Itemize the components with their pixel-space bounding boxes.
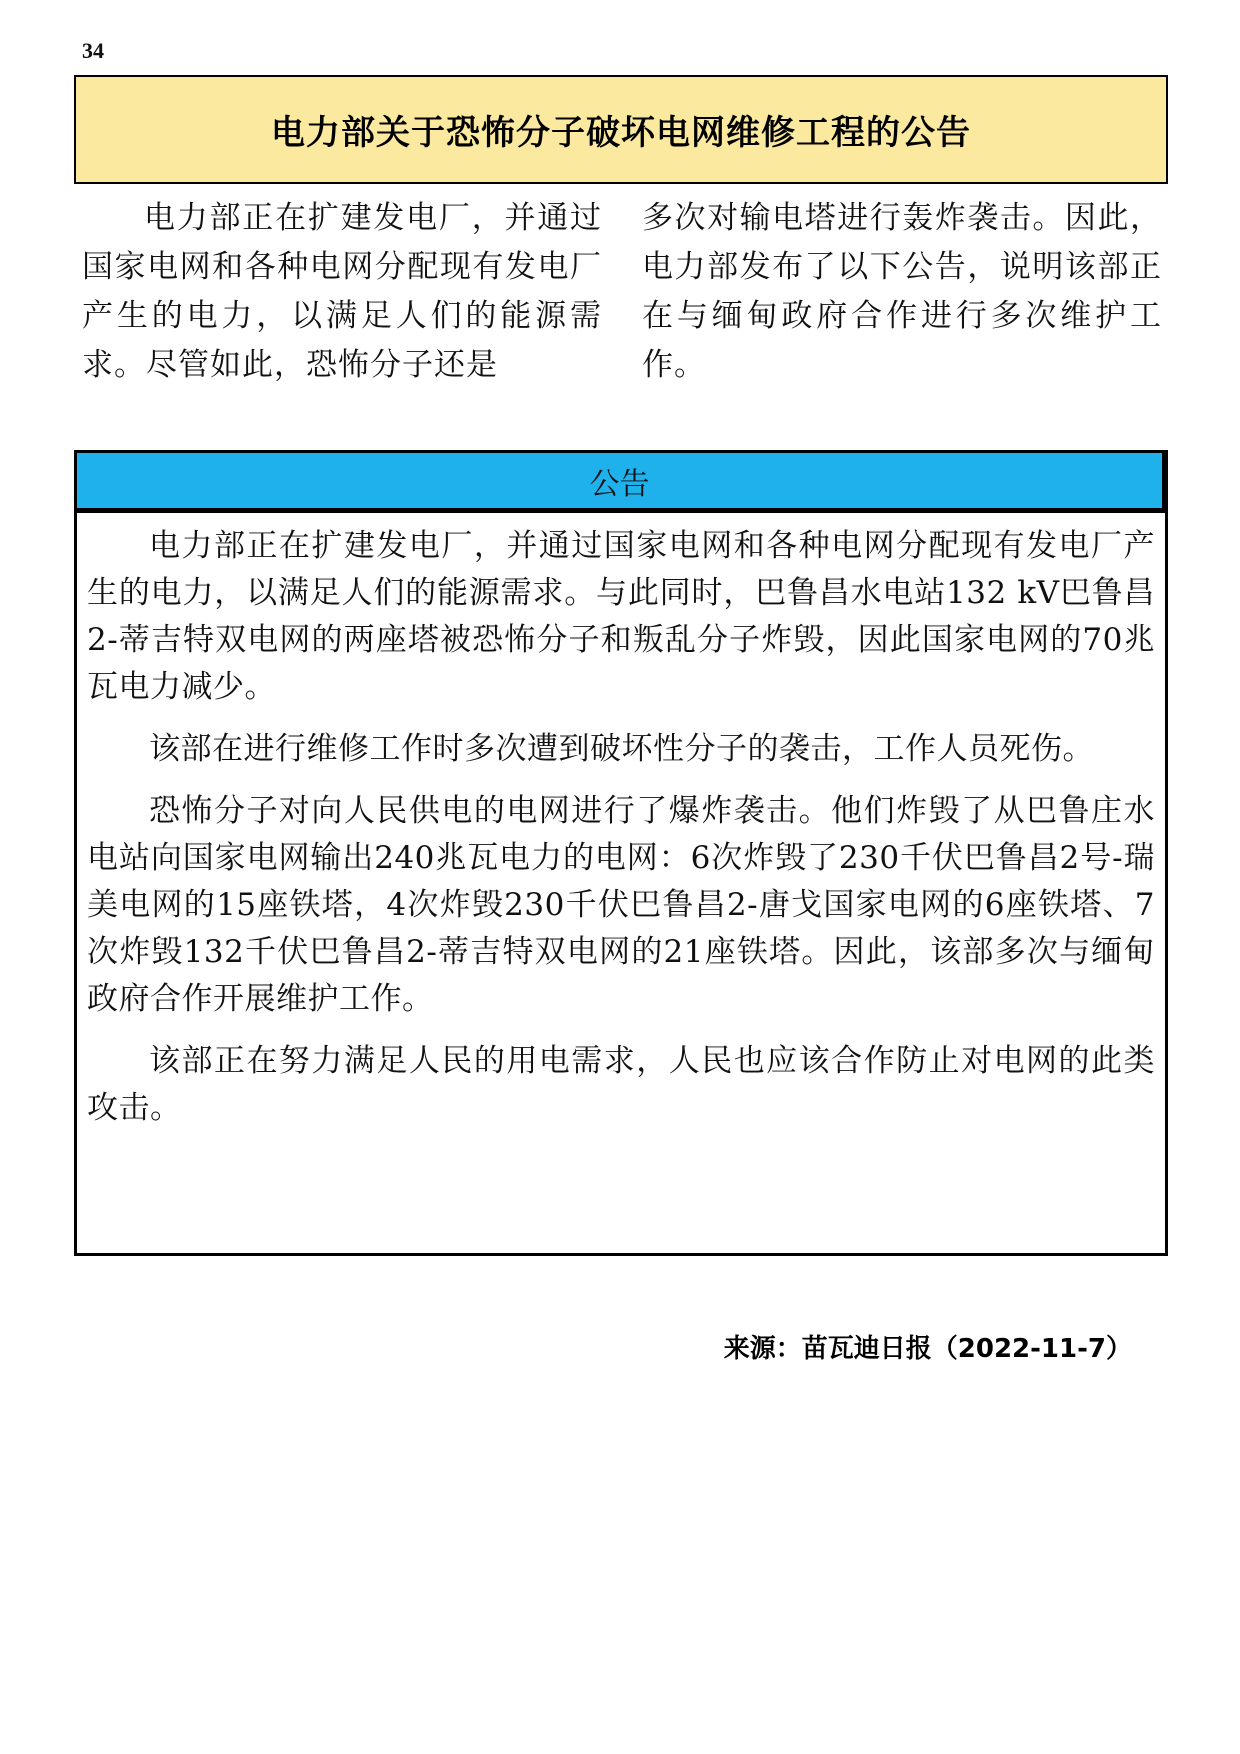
intro-right-column: 多次对输电塔进行轰炸袭击。因此，电力部发布了以下公告，说明该部正在与缅甸政府合作进行多次维护工作。: [642, 200, 1162, 383]
page-number: 34: [82, 38, 104, 63]
notice-header-label: 公告: [589, 466, 650, 502]
source-citation: 来源：苗瓦迪日报（2022-11-7）: [723, 1334, 1132, 1364]
notice-paragraph: 该部在进行维修工作时多次遭到破坏性分子的袭击，工作人员死伤。: [149, 731, 1094, 767]
notice-body: [74, 513, 1168, 1256]
notice-paragraph: 电力部正在扩建发电厂，并通过国家电网和各种电网分配现有发电厂产生的电力，以满足人们的能源需求。与此同时，巴鲁昌水电站132 kV巴鲁昌2-蒂吉特双电网的两座塔被恐怖分子和叛乱分子炸毁，因此国家电网的70兆瓦电力减少。: [87, 528, 1155, 705]
notice-paragraph: 该部正在努力满足人民的用电需求，人民也应该合作防止对电网的此类攻击。: [87, 1043, 1155, 1126]
page-title: 电力部关于恐怖分子破坏电网维修工程的公告: [271, 113, 971, 153]
intro-left-column: 电力部正在扩建发电厂，并通过国家电网和各种电网分配现有发电厂产生的电力，以满足人们的能源需求。尽管如此，恐怖分子还是: [82, 200, 602, 383]
notice-header: [74, 450, 1168, 513]
intro-section: [82, 194, 1162, 390]
notice-paragraph: 恐怖分子对向人民供电的电网进行了爆炸袭击。他们炸毁了从巴鲁庄水电站向国家电网输出240兆瓦电力的电网：6次炸毁了230千伏巴鲁昌2号-瑞美电网的15座铁塔，4次炸毁230千伏巴鲁昌2-唐戈国家电网的6座铁塔、7次炸毁132千伏巴鲁昌2-蒂吉特双电网的21座铁塔。因此，该部多次与缅甸政府合作开展维护工作。: [87, 793, 1155, 1017]
title-banner: [74, 75, 1168, 184]
